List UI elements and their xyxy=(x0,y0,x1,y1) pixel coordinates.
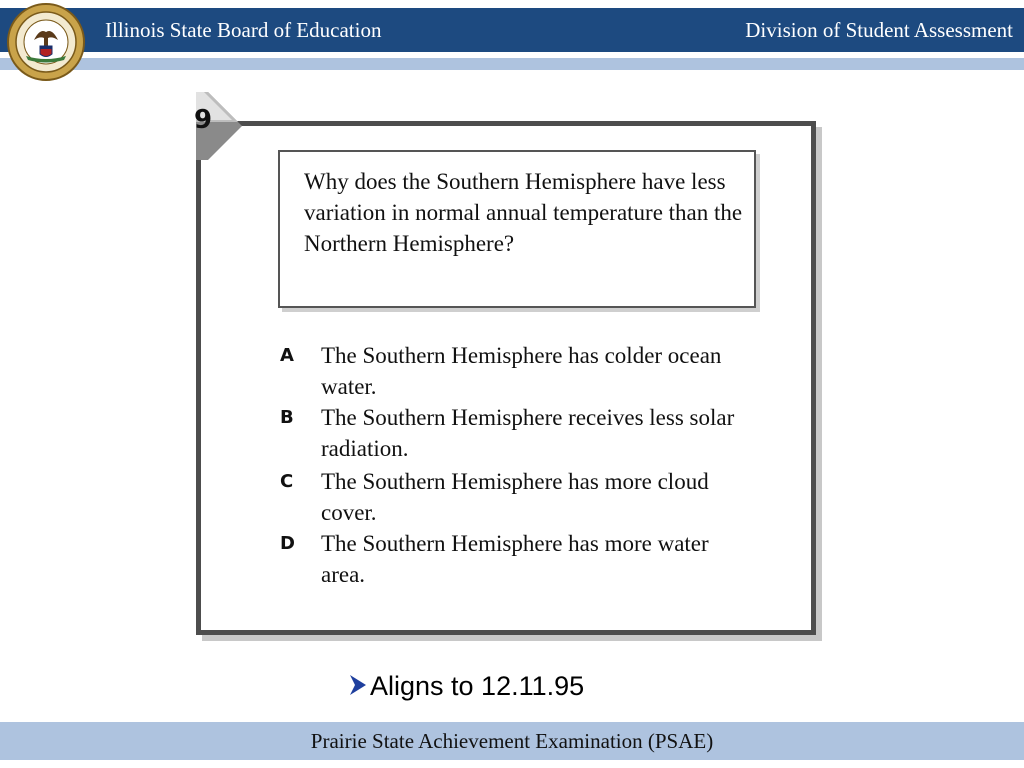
question-text: Why does the Southern Hemisphere have less variation in normal annual temperature than the Northern Hemisphere? xyxy=(304,169,743,256)
header-division: Division of Student Assessment xyxy=(745,18,1013,42)
question-number: 9 xyxy=(194,105,213,135)
choice-text: The Southern Hemisphere has more water area. xyxy=(321,531,709,587)
footer-text: Prairie State Achievement Examination (PSAE) xyxy=(310,729,714,753)
choice-text: The Southern Hemisphere has colder ocean water. xyxy=(321,343,722,399)
header-stripe xyxy=(0,58,1024,70)
alignment-note xyxy=(348,666,584,706)
choice-letter: B xyxy=(280,407,294,428)
choice-letter: C xyxy=(280,471,294,492)
choice-text: The Southern Hemisphere has more cloud cover. xyxy=(321,469,709,525)
alignment-text: Aligns to 12.11.95 xyxy=(370,671,585,701)
choice-text: The Southern Hemisphere receives less solar radiation. xyxy=(321,405,735,461)
illinois-state-seal-icon xyxy=(6,2,86,82)
choice-letter: A xyxy=(280,345,294,366)
arrow-bullet-icon xyxy=(348,668,368,692)
header-title: Illinois State Board of Education xyxy=(105,18,382,42)
choice-letter: D xyxy=(280,533,295,554)
